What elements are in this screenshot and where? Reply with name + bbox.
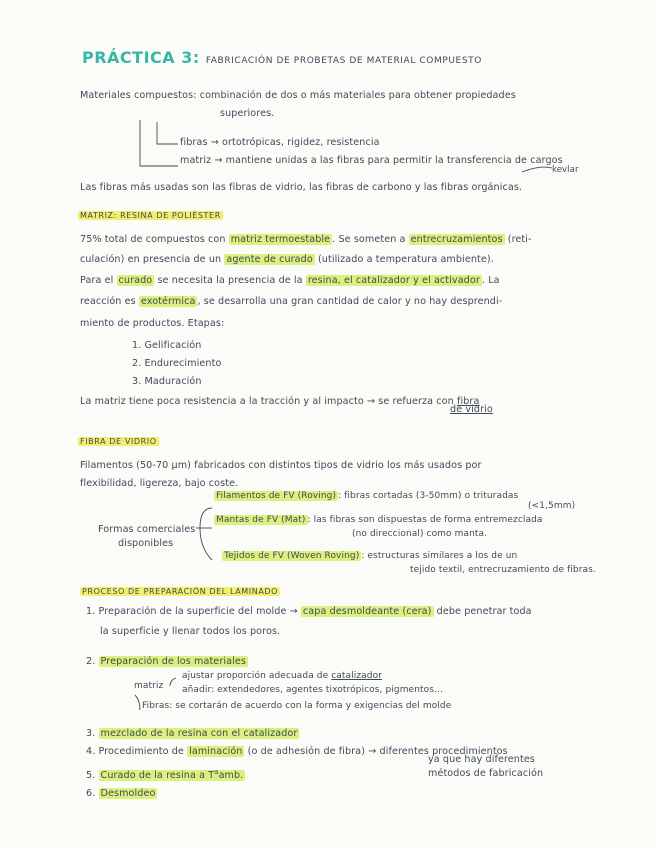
sec2-line-1: Filamentos (50-70 μm) fabricados con distintos tipos de vidrio los más usados por [80,460,482,471]
step-2: 2. Preparación de los materiales [86,656,246,667]
step-1: 1. Preparación de la superficie del molde → capa desmoldeante (cera) debe penetrar toda [86,606,532,617]
form-mat-2: (no direccional) como manta. [352,529,488,539]
sec1-line-5: miento de productos. Etapas: [80,318,225,329]
step-4b: ya que hay diferentes [428,754,535,765]
intro-fibers-line: Las fibras más usadas son las fibras de vidrio, las fibras de carbono y las fibras orgánicas. [80,182,523,193]
form-mat: Mantas de FV (Mat) : las fibras son dispuestas de forma entremezclada [216,515,543,525]
form-roving-size: (<1,5mm) [528,501,576,511]
step-6: 6. Desmoldeo [86,788,156,799]
title-main: PRÁCTICA 3: [82,48,200,67]
sec1-line-4: reacción es exotérmica , se desarrolla una gran cantidad de calor y no hay desprendi- [80,296,503,307]
intro-kevlar: kevlar [552,165,579,175]
intro-line-1: Materiales compuestos: combinación de dos o más materiales para obtener propiedades [80,90,516,101]
forms-label-1: Formas comerciales [98,524,196,535]
section-heading-proceso: PROCESO DE PREPARACIÓN DEL LAMINADO [82,587,279,596]
section-heading-fibra: FIBRA DE VIDRIO [80,437,157,446]
stage-2: 2. Endurecimiento [132,358,222,369]
form-woven-2: tejido textil, entrecruzamiento de fibras. [410,565,596,575]
title-sub: FABRICACIÓN DE PROBETAS DE MATERIAL COMPUESTO [205,56,482,66]
sec1-line-6: La matriz tiene poca resistencia a la tracción y al impacto → se refuerza con fibra [80,396,480,407]
sec1-line-1: 75% total de compuestos con matriz termoestable . Se someten a entrecruzamientos (reti- [80,234,532,245]
section-heading-matriz: MATRIZ: RESINA DE POLIÉSTER [80,211,221,220]
form-roving: Filamentos de FV (Roving) : fibras cortadas (3-50mm) o trituradas [216,491,519,501]
sec2-line-2: flexibilidad, ligereza, bajo coste. [80,478,239,489]
forms-label-2: disponibles [118,538,174,549]
step-2-matriz-2: añadir: extendedores, agentes tixotrópicos, pigmentos... [182,685,443,695]
intro-fibras: fibras → ortotrópicas, rigidez, resistencia [180,137,380,148]
step-2-matriz-1: ajustar proporción adecuada de catalizador [182,671,382,681]
step-5: 5. Curado de la resina a $T^aamb$. [86,768,244,782]
step-2-matriz-label: matriz [134,681,164,691]
form-woven: Tejidos de FV (Woven Roving) : estructuras similares a los de un [224,551,518,561]
step-2-fibras: Fibras: se cortarán de acuerdo con la forma y exigencias del molde [142,701,452,711]
sec1-line-2: culación) en presencia de un agente de curado (utilizado a temperatura ambiente). [80,254,494,265]
step-3: 3. mezclado de la resina con el catalizador [86,728,298,739]
step-1b: la superficie y llenar todos los poros. [100,626,281,637]
intro-line-2: superiores. [220,108,275,119]
intro-matriz: matriz → mantiene unidas a las fibras para permitir la transferencia de cargos [180,155,563,166]
sec1-line-3: Para el curado se necesita la presencia de la resina, el catalizador y el activador . La [80,275,500,286]
stage-3: 3. Maduración [132,376,202,387]
step-4: 4. Procedimiento de laminación (o de adhesión de fibra) → diferentes procedimientos [86,746,508,757]
step-4c: métodos de fabricación [428,768,544,779]
stage-1: 1. Gelificación [132,340,202,351]
sec1-line-6b: de vidrio [450,404,493,415]
